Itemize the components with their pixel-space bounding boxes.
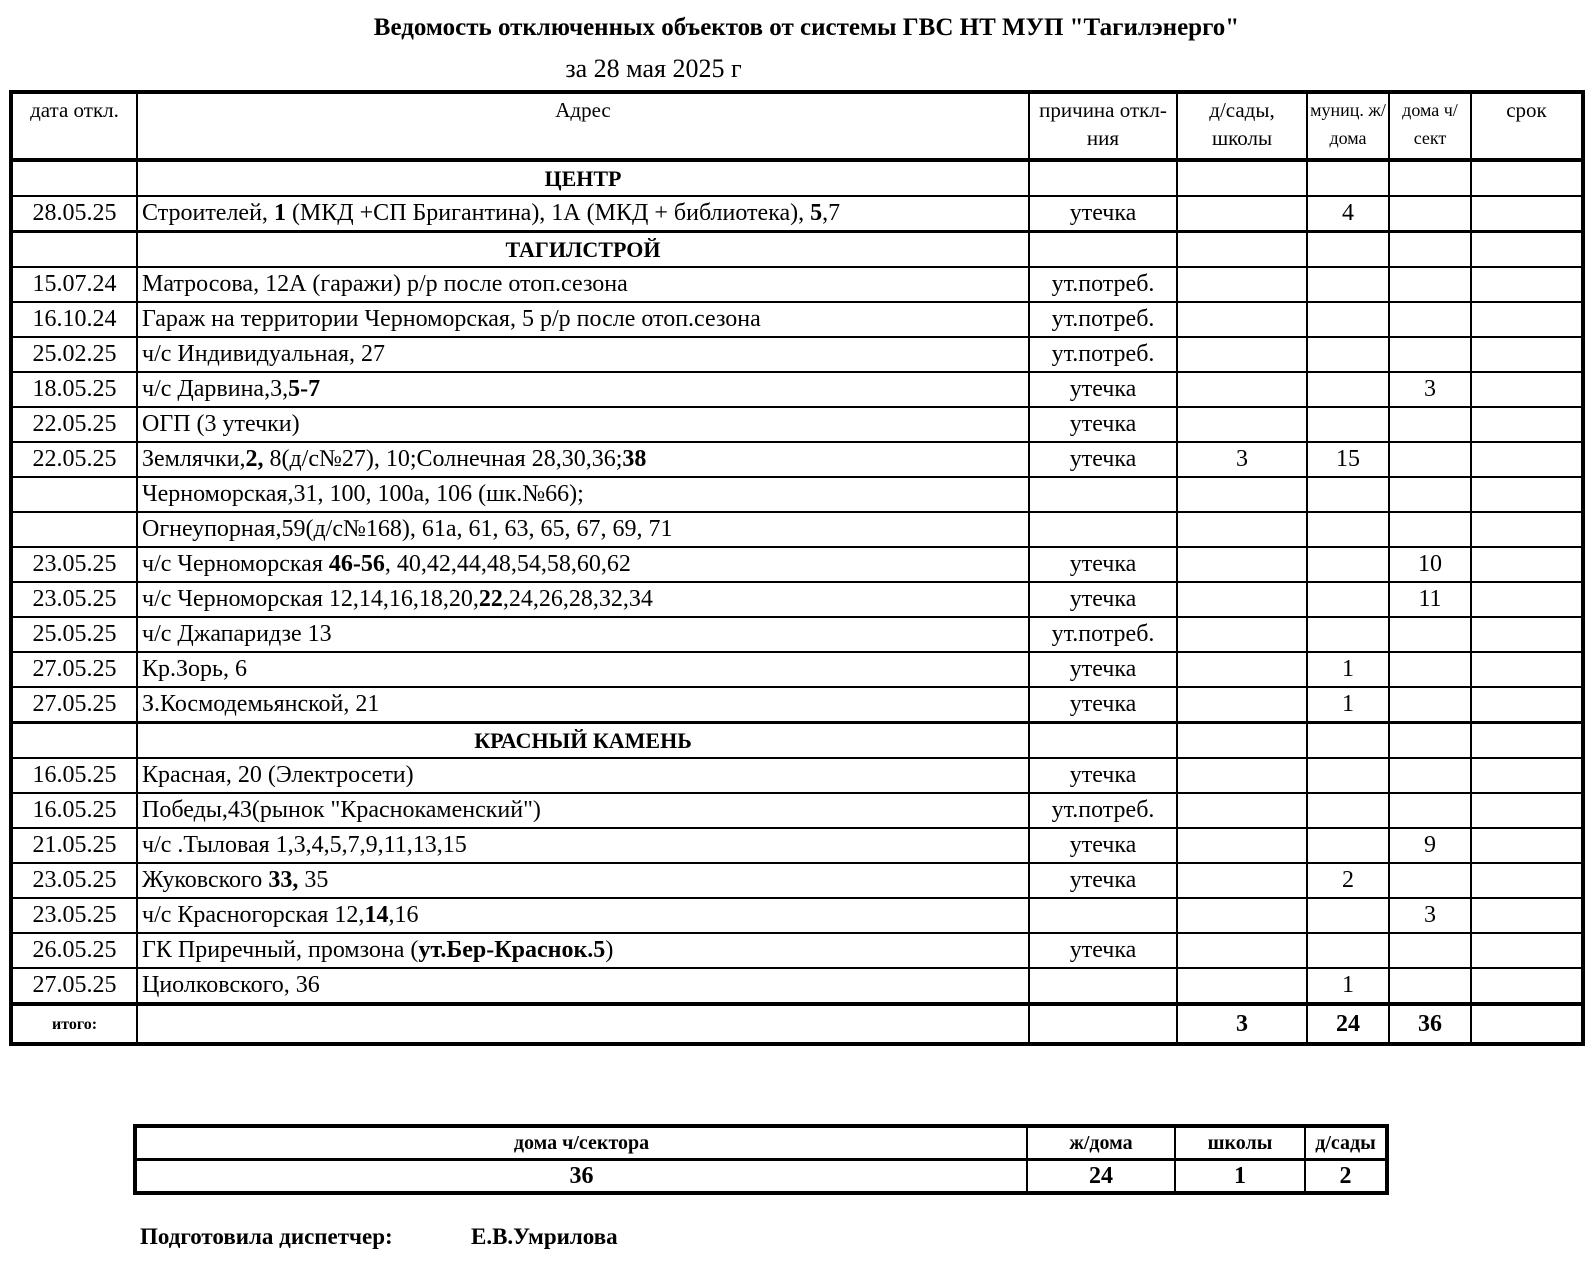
address-fragment: ,24,26,28,32,34	[502, 586, 653, 612]
row-term	[1471, 933, 1583, 968]
row-municipal-houses	[1307, 758, 1389, 793]
row-term	[1471, 477, 1583, 512]
row-kindergartens-schools	[1177, 512, 1307, 547]
row-kindergartens-schools	[1177, 267, 1307, 302]
row-private-houses	[1389, 933, 1471, 968]
summary-table	[133, 1124, 1389, 1195]
table-row	[11, 267, 1583, 302]
row-reason	[1029, 898, 1177, 933]
row-reason: утечка	[1029, 547, 1177, 582]
summary-value-schools: 1	[1175, 1160, 1305, 1194]
row-address	[137, 267, 1029, 302]
row-address	[137, 372, 1029, 407]
row-municipal-houses: 1	[1307, 687, 1389, 723]
row-kindergartens-schools	[1177, 407, 1307, 442]
row-term	[1471, 512, 1583, 547]
table-header-row	[11, 92, 1583, 160]
row-private-houses	[1389, 652, 1471, 687]
address-fragment: Победы,43(рынок "Краснокаменский")	[142, 797, 541, 823]
row-address	[137, 617, 1029, 652]
row-private-houses: 9	[1389, 828, 1471, 863]
row-reason: ут.потреб.	[1029, 617, 1177, 652]
address-fragment: Матросова, 12А (гаражи) р/р после отоп.сезона	[142, 271, 628, 297]
row-private-houses	[1389, 267, 1471, 302]
table-body	[11, 160, 1583, 1004]
section-empty-cell	[1389, 723, 1471, 759]
table-row	[11, 302, 1583, 337]
row-kindergartens-schools	[1177, 582, 1307, 617]
row-reason: утечка	[1029, 687, 1177, 723]
row-kindergartens-schools	[1177, 758, 1307, 793]
document-title: Ведомость отключенных объектов от системы ГВС НТ МУП "Тагилэнерго"	[373, 14, 1240, 41]
row-municipal-houses	[1307, 337, 1389, 372]
row-term	[1471, 652, 1583, 687]
table-row	[11, 617, 1583, 652]
section-date-cell	[11, 723, 137, 759]
address-fragment: ут.Бер-Краснок.5	[418, 937, 606, 963]
summary-header-schools: школы	[1175, 1126, 1305, 1160]
section-date-cell	[11, 232, 137, 268]
table-row	[11, 372, 1583, 407]
table-row	[11, 758, 1583, 793]
row-private-houses	[1389, 758, 1471, 793]
row-private-houses: 3	[1389, 898, 1471, 933]
summary-header-kindergartens: д/сады	[1305, 1126, 1387, 1160]
row-term	[1471, 758, 1583, 793]
row-private-houses	[1389, 793, 1471, 828]
totals-address-cell	[137, 1004, 1029, 1044]
row-kindergartens-schools	[1177, 652, 1307, 687]
row-kindergartens-schools	[1177, 302, 1307, 337]
row-private-houses	[1389, 196, 1471, 232]
row-private-houses	[1389, 407, 1471, 442]
row-address	[137, 652, 1029, 687]
row-kindergartens-schools	[1177, 793, 1307, 828]
row-date	[11, 477, 137, 512]
row-kindergartens-schools	[1177, 372, 1307, 407]
row-municipal-houses	[1307, 372, 1389, 407]
section-title: КРАСНЫЙ КАМЕНЬ	[137, 723, 1029, 759]
table-row	[11, 687, 1583, 723]
row-reason: утечка	[1029, 582, 1177, 617]
row-date: 16.10.24	[11, 302, 137, 337]
address-fragment: (МКД +СП Бригантина), 1А (МКД + библиотека),	[285, 200, 811, 226]
address-fragment: Землячки,	[142, 446, 246, 472]
row-address	[137, 898, 1029, 933]
row-date: 21.05.25	[11, 828, 137, 863]
section-empty-cell	[1307, 723, 1389, 759]
row-date: 25.05.25	[11, 617, 137, 652]
address-fragment: 33,	[268, 867, 299, 893]
row-date: 27.05.25	[11, 687, 137, 723]
address-fragment: Черноморская,31, 100, 100а, 106 (шк.№66);	[142, 481, 584, 507]
row-municipal-houses	[1307, 512, 1389, 547]
address-fragment: ,7	[822, 200, 841, 226]
address-fragment: 22	[478, 586, 503, 612]
row-private-houses	[1389, 863, 1471, 898]
row-private-houses	[1389, 477, 1471, 512]
row-reason: утечка	[1029, 828, 1177, 863]
row-municipal-houses	[1307, 933, 1389, 968]
row-municipal-houses: 1	[1307, 968, 1389, 1004]
row-municipal-houses	[1307, 617, 1389, 652]
row-term	[1471, 968, 1583, 1004]
address-fragment: )	[605, 937, 614, 963]
table-row	[11, 968, 1583, 1004]
signature-name: Е.В.Умрилова	[471, 1224, 618, 1249]
table-row	[11, 793, 1583, 828]
row-term	[1471, 828, 1583, 863]
section-empty-cell	[1177, 160, 1307, 196]
row-reason: ут.потреб.	[1029, 267, 1177, 302]
summary-header-private: дома ч/сектора	[135, 1126, 1027, 1160]
totals-reason-cell	[1029, 1004, 1177, 1044]
row-date: 22.05.25	[11, 407, 137, 442]
address-fragment: 8(д/с№27), 10;Солнечная 28,30,36;	[263, 446, 623, 472]
section-title: ЦЕНТР	[137, 160, 1029, 196]
header-private-houses: дома ч/сект	[1389, 92, 1471, 160]
summary-value-municipal: 24	[1027, 1160, 1175, 1194]
address-fragment: ГК Приречный, промзона (	[142, 937, 419, 963]
table-row	[11, 933, 1583, 968]
table-row	[11, 582, 1583, 617]
row-municipal-houses: 1	[1307, 652, 1389, 687]
row-address	[137, 933, 1029, 968]
address-fragment: 1	[273, 200, 286, 226]
row-address	[137, 196, 1029, 232]
row-private-houses	[1389, 337, 1471, 372]
row-municipal-houses	[1307, 407, 1389, 442]
row-date: 23.05.25	[11, 863, 137, 898]
row-kindergartens-schools	[1177, 863, 1307, 898]
row-reason: утечка	[1029, 372, 1177, 407]
summary-header-row	[135, 1126, 1387, 1160]
section-empty-cell	[1029, 232, 1177, 268]
row-term	[1471, 407, 1583, 442]
table-row	[11, 652, 1583, 687]
row-reason: утечка	[1029, 652, 1177, 687]
row-kindergartens-schools	[1177, 687, 1307, 723]
address-fragment: ч/с Черноморская 12,14,16,18,20,	[142, 586, 479, 612]
row-reason: утечка	[1029, 196, 1177, 232]
row-municipal-houses: 15	[1307, 442, 1389, 477]
section-date-cell	[11, 160, 137, 196]
section-empty-cell	[1307, 232, 1389, 268]
summary-values-row	[135, 1160, 1387, 1194]
section-empty-cell	[1177, 723, 1307, 759]
row-private-houses: 11	[1389, 582, 1471, 617]
section-empty-cell	[1029, 723, 1177, 759]
outages-table	[9, 90, 1585, 1046]
row-address	[137, 863, 1029, 898]
row-date: 23.05.25	[11, 582, 137, 617]
address-fragment: ч/с Черноморская	[142, 551, 329, 577]
row-kindergartens-schools	[1177, 828, 1307, 863]
section-empty-cell	[1177, 232, 1307, 268]
signature-label: Подготовила диспетчер:	[140, 1224, 393, 1249]
row-address	[137, 337, 1029, 372]
row-address	[137, 477, 1029, 512]
row-term	[1471, 372, 1583, 407]
section-empty-cell	[1307, 160, 1389, 196]
row-term	[1471, 687, 1583, 723]
row-private-houses	[1389, 512, 1471, 547]
address-fragment: Огнеупорная,59(д/с№168), 61а, 61, 63, 65, 67, 69, 71	[142, 516, 673, 542]
address-fragment: 46-56	[328, 551, 385, 577]
header-reason: причина откл-ния	[1029, 92, 1177, 160]
row-date: 25.02.25	[11, 337, 137, 372]
address-fragment: Гараж на территории Черноморская, 5 р/р после отоп.сезона	[142, 306, 761, 332]
totals-private: 36	[1389, 1004, 1471, 1044]
table-row	[11, 407, 1583, 442]
row-reason: утечка	[1029, 933, 1177, 968]
row-address	[137, 758, 1029, 793]
row-kindergartens-schools	[1177, 196, 1307, 232]
address-fragment: Строителей,	[142, 200, 274, 226]
address-fragment: 5	[810, 200, 823, 226]
section-title: ТАГИЛСТРОЙ	[137, 232, 1029, 268]
row-kindergartens-schools: 3	[1177, 442, 1307, 477]
row-term	[1471, 442, 1583, 477]
row-private-houses	[1389, 302, 1471, 337]
table-row	[11, 477, 1583, 512]
row-term	[1471, 863, 1583, 898]
row-date: 23.05.25	[11, 547, 137, 582]
section-row	[11, 723, 1583, 759]
section-empty-cell	[1471, 723, 1583, 759]
row-private-houses	[1389, 687, 1471, 723]
row-address	[137, 547, 1029, 582]
row-date: 18.05.25	[11, 372, 137, 407]
address-fragment: 38	[622, 446, 647, 472]
section-empty-cell	[1029, 160, 1177, 196]
totals-term-cell	[1471, 1004, 1583, 1044]
header-address: Адрес	[137, 92, 1029, 160]
row-reason: утечка	[1029, 442, 1177, 477]
row-municipal-houses	[1307, 898, 1389, 933]
row-address	[137, 687, 1029, 723]
totals-kindergartens: 3	[1177, 1004, 1307, 1044]
row-address	[137, 793, 1029, 828]
row-reason: утечка	[1029, 758, 1177, 793]
table-row	[11, 863, 1583, 898]
summary-value-private: 36	[135, 1160, 1027, 1194]
address-fragment: 5-7	[288, 376, 321, 402]
section-row	[11, 232, 1583, 268]
address-fragment: Кр.Зорь, 6	[142, 656, 247, 682]
address-fragment: ,16	[388, 902, 419, 928]
row-date: 15.07.24	[11, 267, 137, 302]
address-fragment: 35	[298, 867, 329, 893]
row-term	[1471, 793, 1583, 828]
row-municipal-houses	[1307, 547, 1389, 582]
table-row	[11, 196, 1583, 232]
address-fragment: ОГП (3 утечки)	[142, 411, 300, 437]
address-fragment: , 40,42,44,48,54,58,60,62	[384, 551, 631, 577]
table-row	[11, 828, 1583, 863]
section-empty-cell	[1389, 232, 1471, 268]
summary-header-municipal: ж/дома	[1027, 1126, 1175, 1160]
totals-label: итого:	[11, 1004, 137, 1044]
row-address	[137, 302, 1029, 337]
row-date: 26.05.25	[11, 933, 137, 968]
row-reason: ут.потреб.	[1029, 793, 1177, 828]
row-date: 22.05.25	[11, 442, 137, 477]
row-municipal-houses	[1307, 828, 1389, 863]
row-reason: утечка	[1029, 863, 1177, 898]
summary-value-kindergartens: 2	[1305, 1160, 1387, 1194]
row-private-houses: 3	[1389, 372, 1471, 407]
table-row	[11, 337, 1583, 372]
section-empty-cell	[1471, 232, 1583, 268]
row-kindergartens-schools	[1177, 547, 1307, 582]
row-term	[1471, 337, 1583, 372]
row-term	[1471, 617, 1583, 652]
row-municipal-houses: 4	[1307, 196, 1389, 232]
row-date: 27.05.25	[11, 968, 137, 1004]
row-address	[137, 407, 1029, 442]
address-fragment: ч/с Индивидуальная, 27	[142, 341, 386, 367]
row-date: 27.05.25	[11, 652, 137, 687]
row-reason: утечка	[1029, 407, 1177, 442]
row-municipal-houses: 2	[1307, 863, 1389, 898]
row-reason	[1029, 968, 1177, 1004]
row-municipal-houses	[1307, 302, 1389, 337]
row-reason: ут.потреб.	[1029, 337, 1177, 372]
section-row	[11, 160, 1583, 196]
section-empty-cell	[1471, 160, 1583, 196]
table-row	[11, 898, 1583, 933]
row-date	[11, 512, 137, 547]
row-kindergartens-schools	[1177, 337, 1307, 372]
row-kindergartens-schools	[1177, 617, 1307, 652]
address-fragment: ч/с Дарвина,3,	[142, 376, 289, 402]
row-term	[1471, 302, 1583, 337]
row-date: 23.05.25	[11, 898, 137, 933]
row-date: 16.05.25	[11, 758, 137, 793]
row-private-houses	[1389, 442, 1471, 477]
row-date: 16.05.25	[11, 793, 137, 828]
row-address	[137, 828, 1029, 863]
row-reason	[1029, 512, 1177, 547]
row-date: 28.05.25	[11, 196, 137, 232]
row-term	[1471, 267, 1583, 302]
row-municipal-houses	[1307, 582, 1389, 617]
row-term	[1471, 196, 1583, 232]
totals-row	[11, 1004, 1583, 1044]
address-fragment: ч/с .Тыловая 1,3,4,5,7,9,11,13,15	[142, 832, 467, 858]
address-fragment: 2,	[245, 446, 264, 472]
address-fragment: Циолковского, 36	[142, 972, 320, 998]
row-term	[1471, 898, 1583, 933]
row-reason	[1029, 477, 1177, 512]
row-term	[1471, 582, 1583, 617]
table-row	[11, 547, 1583, 582]
header-term: срок	[1471, 92, 1583, 160]
row-municipal-houses	[1307, 477, 1389, 512]
row-address	[137, 582, 1029, 617]
address-fragment: З.Космодемьянской, 21	[142, 691, 380, 717]
document-date: за 28 мая 2025 г	[565, 54, 742, 83]
row-private-houses	[1389, 968, 1471, 1004]
table-row	[11, 512, 1583, 547]
row-private-houses: 10	[1389, 547, 1471, 582]
row-kindergartens-schools	[1177, 968, 1307, 1004]
header-municipal-houses: муниц. ж/дома	[1307, 92, 1389, 160]
address-fragment: ч/с Красногорская 12,	[142, 902, 365, 928]
table-row	[11, 442, 1583, 477]
row-private-houses	[1389, 617, 1471, 652]
row-term	[1471, 547, 1583, 582]
row-reason: ут.потреб.	[1029, 302, 1177, 337]
address-fragment: ч/с Джапаридзе 13	[142, 621, 332, 647]
address-fragment: Красная, 20 (Электросети)	[142, 762, 414, 788]
section-empty-cell	[1389, 160, 1471, 196]
row-municipal-houses	[1307, 267, 1389, 302]
address-fragment: Жуковского	[142, 867, 269, 893]
header-date: дата откл.	[11, 92, 137, 160]
row-municipal-houses	[1307, 793, 1389, 828]
row-kindergartens-schools	[1177, 898, 1307, 933]
row-address	[137, 512, 1029, 547]
row-address	[137, 968, 1029, 1004]
row-kindergartens-schools	[1177, 933, 1307, 968]
row-address	[137, 442, 1029, 477]
header-kindergartens-schools: д/сады, школы	[1177, 92, 1307, 160]
address-fragment: 14	[364, 902, 389, 928]
totals-municipal: 24	[1307, 1004, 1389, 1044]
row-kindergartens-schools	[1177, 477, 1307, 512]
